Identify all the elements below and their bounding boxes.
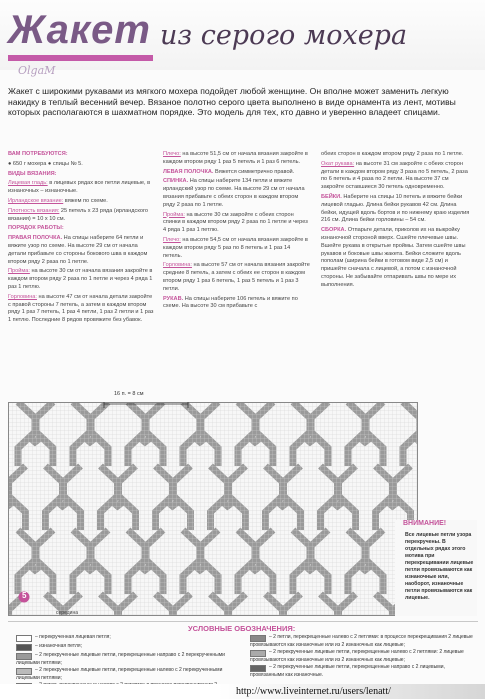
paragraph bbox=[163, 212, 310, 235]
paragraph bbox=[8, 171, 154, 179]
paragraph bbox=[8, 268, 154, 291]
paragraph-heading: СПИНКА. bbox=[163, 178, 189, 185]
paragraph-text: Вяжется симметрично правой. bbox=[213, 168, 295, 175]
paragraph-text: на высоте 47 см от начала детали закройте с правой стороны 7 петель, а затем в каждом втором ряду 1 раз 7 петель, 1 раз 4 петли, 1 раз 2 петли и 1 раз 1 петлю. Последние 8 рядов провяжите без убавок. bbox=[8, 293, 154, 324]
paragraph-heading: БЕЙКИ. bbox=[321, 193, 342, 200]
paragraph-heading: Плотность вязания: bbox=[8, 207, 60, 214]
note-title: ВНИМАНИЕ! bbox=[403, 520, 447, 527]
paragraph-heading: Пройма: bbox=[8, 268, 30, 275]
paragraph-text: На спицы наберите 64 петли и вяжите узор по схеме. На высоте 29 см от начала детали прибавьте со стороны бокового шва в каждом втором ряду 2 раза по 1 петле. bbox=[8, 235, 148, 265]
paragraph bbox=[163, 237, 310, 260]
paragraph-text: на высоте 31 см закройте с обеих сторон детали в каждом втором ряду 3 раза по 5 петель, 2 раза по 6 петель и 4 раза по 2 петли. На высоте 37 см закройте оставшиеся 30 петель одновременно. bbox=[321, 160, 468, 191]
paragraph-text: на высоте 30 см от начала вязания закройте в каждом втором ряду 2 раза по 1 петле и через 4 ряда 1 раз 1 петлю. bbox=[8, 268, 153, 290]
paragraph bbox=[321, 227, 471, 289]
legend-text: – 2 перекрученные лицевые петли, перекрещенные направо с 2 перекрученными лицевыми петлями; bbox=[16, 652, 225, 666]
legend-text: – 2 перекрученные лицевые петли, перекрещенные налево с 2 петлями: 2 лицевые провязываются как изнаночные или из 2 изнаночных как лицевые; bbox=[250, 649, 464, 664]
knitting-chart bbox=[8, 402, 418, 616]
paragraph-text: обеих сторон в каждом втором ряду 2 раза по 1 петле. bbox=[321, 151, 464, 157]
title-main: Жакет bbox=[8, 8, 151, 52]
repeat-label: 16 п. = 8 см bbox=[114, 391, 144, 397]
footer-url[interactable]: http://www.liveinternet.ru/users/lenatt/ bbox=[236, 686, 391, 697]
paragraph-heading: ПРАВАЯ ПОЛОЧКА. bbox=[8, 235, 63, 242]
paragraph-text: на высоте 30 см закройте с обеих сторон спинки в каждом втором ряду 2 раза по 1 петле и через 4 ряда 1 раз 1 петлю. bbox=[163, 211, 308, 234]
legend-text: – 2 перекрученные лицевые петли, перекрещенные налево с 2 перекрученными лицевыми петлями; bbox=[16, 667, 223, 682]
paragraph bbox=[8, 235, 154, 266]
paragraph bbox=[163, 262, 310, 293]
author-signature: OlgaM bbox=[18, 64, 56, 77]
paragraph-text: На спицы наберите 134 петли и вяжите ирландский узор по схеме. На высоте 29 см от начала вязания прибавьте с обеих сторон в каждом втором ряду 2 раза по 1 петле. bbox=[163, 178, 305, 208]
legend-right bbox=[250, 634, 478, 680]
legend-item bbox=[16, 643, 231, 651]
legend-symbol-icon bbox=[16, 668, 32, 675]
paragraph bbox=[321, 194, 471, 225]
legend-item bbox=[16, 634, 231, 642]
legend-symbol-icon bbox=[16, 653, 32, 660]
legend-item bbox=[250, 649, 478, 663]
paragraph-text: на высоте 57 см от начала вязания закройте средние 8 петель, а затем с обеих ее сторон в каждом втором ряду 1 раз 6 петель, 1 раз 5 петель и 1 раз 3 петли. bbox=[163, 262, 310, 292]
center-label: середина bbox=[56, 610, 78, 616]
paragraph-heading: ПОРЯДОК РАБОТЫ: bbox=[8, 225, 64, 232]
legend-item bbox=[16, 667, 231, 681]
paragraph bbox=[163, 151, 310, 167]
intro-text: Жакет с широкими рукавами из мягкого мохера подойдет любой женщине. Он вполне может заменить легкую накидку в теплый весенний вечер. Вязаное полотно серого цвета выполнено в виде орнамента из лент, мотивы которых располагаются в шахматном порядке. Это модель для тех, кто давно и уверенно владеет спицами. bbox=[8, 86, 456, 118]
paragraph bbox=[8, 294, 154, 325]
legend-symbol-icon bbox=[16, 644, 32, 651]
chart-grid bbox=[8, 402, 418, 616]
legend-title: УСЛОВНЫЕ ОБОЗНАЧЕНИЯ: bbox=[188, 624, 296, 633]
title-sub: из серого мохера bbox=[160, 20, 408, 51]
paragraph-heading: ВАМ ПОТРЕБУЮТСЯ: bbox=[8, 151, 68, 157]
paragraph-heading: Лицевая гладь: bbox=[8, 180, 48, 187]
column-1 bbox=[8, 151, 154, 327]
paragraph-text: На спицы наберите 106 петель и вяжите по схеме. На высоте 30 см прибавьте с bbox=[163, 295, 298, 310]
paragraph bbox=[8, 180, 154, 196]
column-2 bbox=[163, 151, 310, 313]
paragraph-heading: ВИДЫ ВЯЗАНИЯ: bbox=[8, 170, 57, 177]
legend-symbol-icon bbox=[250, 650, 266, 657]
paragraph bbox=[163, 169, 310, 177]
legend-symbol-icon bbox=[250, 635, 266, 642]
legend-item bbox=[16, 652, 231, 666]
legend-text: – 2 петли, перекрещенные налево с 2 петлями: в процессе перекрещивания 2 лицевые провязываются как изнаночные или из 2 изнаночных как лицевые; bbox=[250, 634, 473, 648]
legend-text: – перекрученная лицевая петля; bbox=[35, 634, 111, 640]
paragraph-heading: Окат рукава: bbox=[321, 160, 355, 167]
paragraph bbox=[321, 151, 471, 159]
legend-text: – 2 перекрученные лицевые петли, перекрещенные направо с 2 лицевыми, провязанными как изнаночные. bbox=[250, 664, 445, 679]
column-3 bbox=[321, 151, 471, 292]
paragraph-heading: Горловина: bbox=[163, 262, 192, 269]
paragraph-heading: ЛЕВАЯ ПОЛОЧКА. bbox=[163, 168, 214, 175]
paragraph bbox=[8, 225, 154, 233]
title-underline bbox=[8, 55, 153, 61]
paragraph-text: Отпарьте детали, приколов их на выкройку изнаночной стороной вверх. Сшейте плечевые швы. Вшейте рукава в открытые проймы. Затем сшейте швы рукавов и боковые швы жакета. Бейки сложите вдоль пополам (ширина бейки в готовом виде 2,5 см) и пришейте сначала с лицевой, а потом с изнаночной стороны. Не забывайте отпаривать швы по мере их выполнения. bbox=[321, 227, 466, 288]
legend-item bbox=[250, 634, 478, 648]
paragraph bbox=[321, 161, 471, 192]
paragraph bbox=[8, 208, 154, 224]
paragraph bbox=[8, 151, 154, 159]
paragraph-heading: СБОРКА. bbox=[321, 227, 347, 234]
legend-symbol-icon bbox=[250, 665, 266, 672]
legend-symbol-icon bbox=[16, 635, 32, 642]
legend-text: – изнаночная петля; bbox=[35, 643, 82, 649]
paragraph bbox=[8, 161, 154, 169]
legend-item bbox=[250, 664, 478, 678]
divider bbox=[8, 621, 478, 622]
paragraph-heading: Плечо: bbox=[163, 236, 181, 243]
paragraph-text: ● 650 г мохера ● спицы № 5. bbox=[8, 160, 83, 167]
paragraph-heading: Горловина: bbox=[8, 293, 37, 300]
paragraph-heading: Плечо: bbox=[163, 151, 181, 157]
paragraph-text: Наберите на спицы 10 петель и вяжите бейки лицевой гладью. Длина бейки рукавов 42 см. Длина бейки, идущей вдоль бортов и по нижнему краю изделия 216 см. Длина бейки горловины – 54 см. bbox=[321, 193, 470, 224]
paragraph bbox=[163, 296, 310, 312]
paragraph-text: на высоте 54,5 см от начала вязания закройте в каждом втором ряду 5 раз по 8 петель и 1 раз 14 петель. bbox=[163, 236, 308, 259]
paragraph-text: 25 петель х 23 ряда (ирландского вязания) = 10 х 10 см. bbox=[8, 207, 148, 222]
note-text: Все лицевые петли узора перекручены. В отдельных рядах этого мотива при перекрещивании лицевые петли провязываются как изнаночные или, наоборот, изнаночные петли провязываются как лицевые. bbox=[405, 532, 474, 601]
paragraph-text: вяжем по схеме. bbox=[63, 197, 108, 204]
paragraph-text: в лицевых рядах все петли лицевые, в изнаночных – изнаночные. bbox=[8, 180, 151, 195]
paragraph bbox=[8, 198, 154, 206]
page-number: 5 bbox=[22, 591, 27, 600]
paragraph-text: на высоте 51,5 см от начала вязания закройте в каждом втором ряду 1 раз 5 петель и 1 раз 6 петель. bbox=[163, 151, 308, 165]
paragraph bbox=[163, 178, 310, 209]
paragraph-heading: РУКАВ. bbox=[163, 295, 184, 302]
paragraph-heading: Ирландское вязание: bbox=[8, 197, 64, 204]
paragraph-heading: Пройма: bbox=[163, 211, 185, 218]
